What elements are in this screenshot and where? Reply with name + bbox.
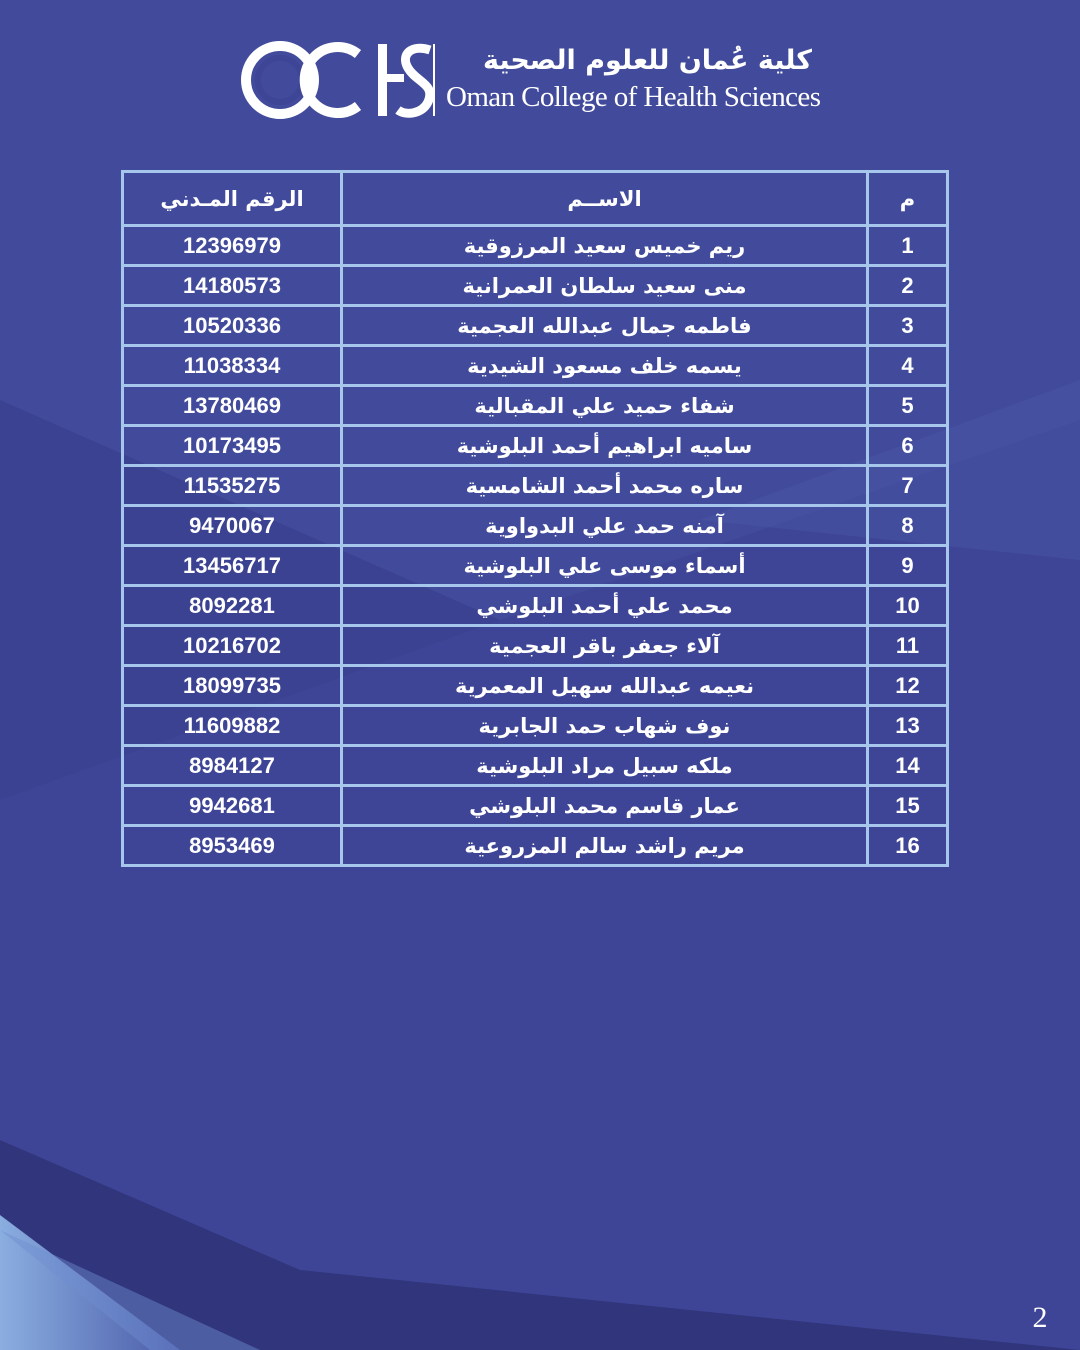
table-row	[123, 426, 948, 466]
row-index: 14	[868, 746, 948, 786]
row-name: آلاء جعفر باقر العجمية	[342, 626, 868, 666]
table-row	[123, 826, 948, 866]
row-civil-id: 8953469	[123, 826, 342, 866]
table-row	[123, 546, 948, 586]
row-index: 6	[868, 426, 948, 466]
page-number: 2	[1032, 1301, 1048, 1334]
row-name: آمنه حمد علي البدواوية	[342, 506, 868, 546]
table-row	[123, 266, 948, 306]
logo-divider	[433, 44, 435, 116]
row-name: نعيمه عبدالله سهيل المعمرية	[342, 666, 868, 706]
row-civil-id: 9470067	[123, 506, 342, 546]
row-name: ساميه ابراهيم أحمد البلوشية	[342, 426, 868, 466]
row-name: ملكه سبيل مراد البلوشية	[342, 746, 868, 786]
row-name: مريم راشد سالم المزروعية	[342, 826, 868, 866]
college-name-arabic: كلية عُمان للعلوم الصحية	[482, 45, 812, 76]
column-header-name: الاســم	[342, 172, 868, 226]
table-row	[123, 226, 948, 266]
table-row	[123, 346, 948, 386]
student-list-table	[121, 170, 949, 867]
table-row	[123, 386, 948, 426]
row-index: 8	[868, 506, 948, 546]
row-index: 12	[868, 666, 948, 706]
table-row	[123, 626, 948, 666]
table-row	[123, 706, 948, 746]
row-index: 3	[868, 306, 948, 346]
row-civil-id: 8984127	[123, 746, 342, 786]
row-name: أسماء موسى علي البلوشية	[342, 546, 868, 586]
row-name: عمار قاسم محمد البلوشي	[342, 786, 868, 826]
row-name: محمد علي أحمد البلوشي	[342, 586, 868, 626]
row-civil-id: 11535275	[123, 466, 342, 506]
row-civil-id: 11609882	[123, 706, 342, 746]
row-civil-id: 14180573	[123, 266, 342, 306]
row-index: 2	[868, 266, 948, 306]
row-civil-id: 8092281	[123, 586, 342, 626]
row-index: 11	[868, 626, 948, 666]
row-index: 4	[868, 346, 948, 386]
row-civil-id: 13780469	[123, 386, 342, 426]
row-civil-id: 11038334	[123, 346, 342, 386]
row-name: فاطمه جمال عبدالله العجمية	[342, 306, 868, 346]
row-civil-id: 18099735	[123, 666, 342, 706]
row-civil-id: 10173495	[123, 426, 342, 466]
row-civil-id: 10216702	[123, 626, 342, 666]
college-logo	[240, 36, 440, 126]
row-index: 10	[868, 586, 948, 626]
row-index: 13	[868, 706, 948, 746]
row-index: 7	[868, 466, 948, 506]
table-row	[123, 666, 948, 706]
row-name: شفاء حميد علي المقبالية	[342, 386, 868, 426]
table-row	[123, 586, 948, 626]
row-index: 1	[868, 226, 948, 266]
row-name: نوف شهاب حمد الجابرية	[342, 706, 868, 746]
row-name: ساره محمد أحمد الشامسية	[342, 466, 868, 506]
table-header-row	[123, 172, 948, 226]
header	[0, 0, 1080, 140]
row-name: يسمه خلف مسعود الشيدية	[342, 346, 868, 386]
row-civil-id: 12396979	[123, 226, 342, 266]
column-header-civil-id: الرقم المـدني	[123, 172, 342, 226]
table-row	[123, 746, 948, 786]
table-row	[123, 306, 948, 346]
row-index: 16	[868, 826, 948, 866]
row-index: 15	[868, 786, 948, 826]
table-row	[123, 786, 948, 826]
row-civil-id: 9942681	[123, 786, 342, 826]
row-name: ريم خميس سعيد المرزوقية	[342, 226, 868, 266]
table-row	[123, 466, 948, 506]
table-row	[123, 506, 948, 546]
row-index: 9	[868, 546, 948, 586]
row-civil-id: 13456717	[123, 546, 342, 586]
college-name-english: Oman College of Health Sciences	[446, 81, 821, 113]
row-index: 5	[868, 386, 948, 426]
row-name: منى سعيد سلطان العمرانية	[342, 266, 868, 306]
column-header-index: م	[868, 172, 948, 226]
row-civil-id: 10520336	[123, 306, 342, 346]
